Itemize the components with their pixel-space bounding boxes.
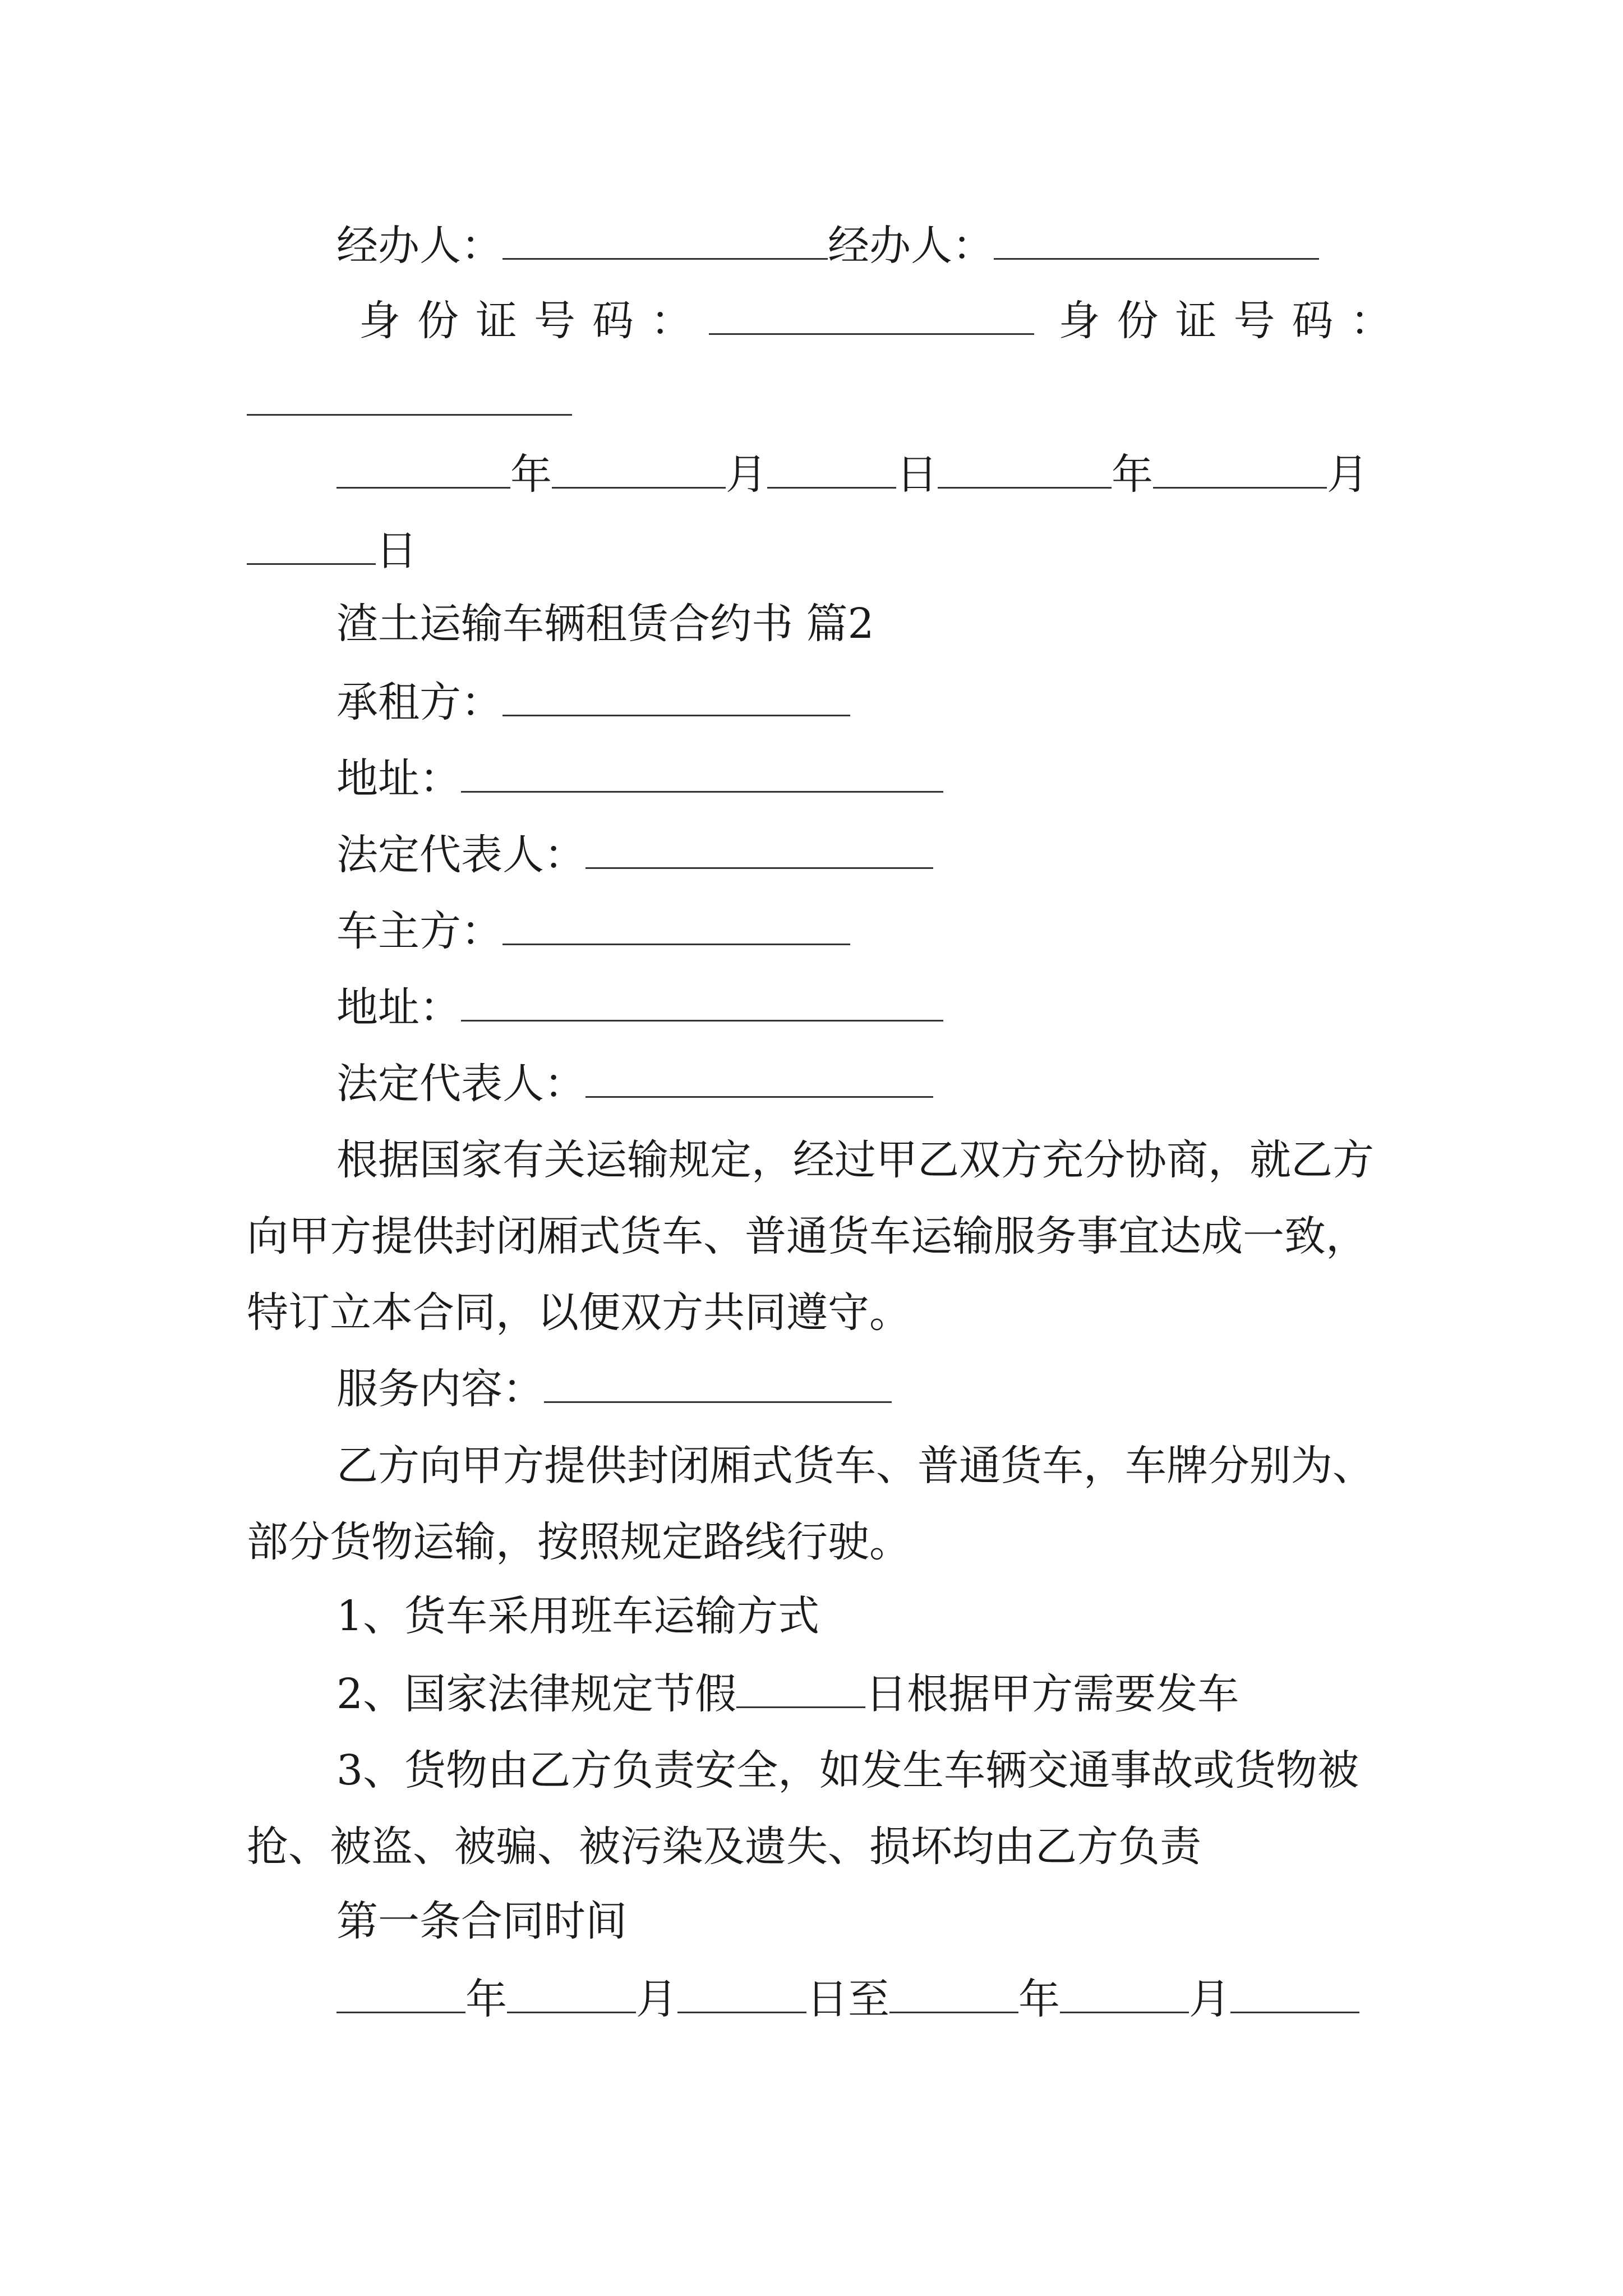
- start-year-blank[interactable]: [336, 1977, 465, 2013]
- lessee-address-blank[interactable]: [461, 756, 943, 793]
- item-1: 1、货车采用班车运输方式: [336, 1592, 820, 1640]
- to-label: 至: [848, 1975, 889, 2023]
- end-day-blank[interactable]: [1230, 1977, 1359, 2013]
- lessee-rep-line: [336, 831, 933, 879]
- lessee-address-line: [336, 754, 943, 803]
- lessee-rep-blank[interactable]: [585, 832, 933, 869]
- agent-line: [336, 222, 1319, 270]
- article-1-heading: 第一条合同时间: [336, 1897, 627, 1945]
- start-month-label: 月: [636, 1975, 677, 2023]
- end-month-label: 月: [1189, 1975, 1230, 2023]
- agent-label-b: 经办人：: [828, 222, 994, 270]
- item-2-text-a: 2、国家法律规定节假: [336, 1670, 737, 1718]
- day-blank-b[interactable]: [247, 528, 376, 565]
- holiday-blank[interactable]: [736, 1672, 865, 1708]
- service-label: 服务内容：: [336, 1365, 544, 1413]
- month-label-a: 月: [726, 450, 767, 499]
- owner-address-label: 地址：: [336, 983, 461, 1032]
- contract-period-line: [336, 1975, 1359, 2023]
- service-blank[interactable]: [544, 1366, 892, 1403]
- year-label-a: 年: [510, 450, 552, 499]
- lessee-line: [336, 678, 850, 726]
- day-blank-a[interactable]: [767, 452, 896, 489]
- end-month-blank[interactable]: [1060, 1977, 1189, 2013]
- agent-blank-a[interactable]: [502, 223, 828, 260]
- date-line: [336, 450, 1368, 499]
- service-description: 乙方向甲方提供封闭厢式货车、普通货车，车牌分别为、部分货物运输，按照规定路线行驶。: [247, 1442, 1374, 1566]
- id-line-wrap: [247, 379, 572, 422]
- owner-label: 车主方：: [336, 907, 502, 955]
- lessee-address-label: 地址：: [336, 754, 461, 803]
- id-label-a: 身份证号码：: [359, 297, 709, 345]
- day-label-b: 日: [376, 527, 417, 575]
- month-blank-b[interactable]: [1153, 452, 1327, 489]
- month-label-b: 月: [1327, 450, 1368, 499]
- lessee-blank[interactable]: [502, 680, 850, 716]
- item-2-text-b: 日根据甲方需要发车: [865, 1670, 1239, 1718]
- date-line-wrap: [247, 527, 417, 575]
- owner-rep-line: [336, 1060, 933, 1108]
- end-year-label: 年: [1018, 1975, 1060, 2023]
- day-label-a: 日: [896, 450, 938, 499]
- owner-blank[interactable]: [502, 909, 850, 945]
- owner-address-blank[interactable]: [461, 985, 943, 1022]
- start-day-blank[interactable]: [677, 1977, 806, 2013]
- start-day-label: 日: [806, 1975, 848, 2023]
- item-2: [336, 1670, 1239, 1718]
- month-blank-a[interactable]: [552, 452, 726, 489]
- year-blank-a[interactable]: [336, 452, 510, 489]
- owner-rep-blank[interactable]: [585, 1061, 933, 1098]
- end-year-blank[interactable]: [889, 1977, 1018, 2013]
- owner-line: [336, 907, 850, 955]
- service-line: [336, 1365, 892, 1413]
- lessee-rep-label: 法定代表人：: [336, 831, 585, 879]
- id-label-b: 身份证号码：: [1058, 297, 1409, 345]
- item-3: 3、货物由乙方负责安全，如发生车辆交通事故或货物被抢、被盗、被骗、被污染及遗失、损坏均由乙方负责: [247, 1746, 1359, 1871]
- year-blank-b[interactable]: [938, 452, 1112, 489]
- lessee-label: 承租方：: [336, 678, 502, 726]
- owner-address-line: [336, 983, 943, 1032]
- owner-rep-label: 法定代表人：: [336, 1060, 585, 1108]
- agent-blank-b[interactable]: [994, 223, 1319, 260]
- intro-paragraph: 根据国家有关运输规定，经过甲乙双方充分协商，就乙方向甲方提供封闭厢式货车、普通货车运输服务事宜达成一致，特订立本合同，以便双方共同遵守。: [247, 1136, 1374, 1337]
- year-label-b: 年: [1112, 450, 1153, 499]
- agent-label-a: 经办人：: [336, 222, 502, 270]
- start-year-label: 年: [465, 1975, 507, 2023]
- id-line: [359, 297, 1409, 345]
- id-blank-a[interactable]: [709, 298, 1034, 335]
- section-title: 渣土运输车辆租赁合约书 篇2: [336, 600, 874, 648]
- id-blank-b[interactable]: [247, 379, 572, 416]
- start-month-blank[interactable]: [507, 1977, 636, 2013]
